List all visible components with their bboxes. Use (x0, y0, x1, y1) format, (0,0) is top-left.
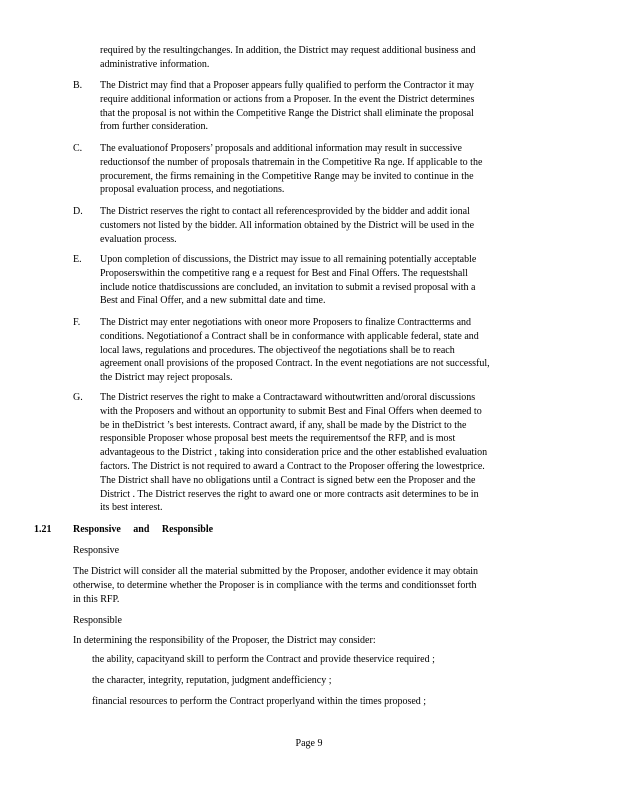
item-g-line: The District shall have no obligations until a Contract is signed betw een the Proposer and the (100, 474, 476, 486)
item-f-line: local laws, regulations and procedures. The objectiveof the negotiations shall be to reach (100, 344, 455, 356)
item-c-line: proposal evaluation process, and negotiations. (100, 184, 285, 196)
item-g-line: with the Proposers and without an opportunity to submit Best and Final Offers when deemed to (100, 405, 482, 417)
item-e-paragraph (100, 253, 562, 308)
item-g-line: advantageous to the District , taking into consideration price and the other established evaluation (100, 447, 488, 459)
item-b-line: The District may find that a Proposer appears fully qualified to perform the Contractor it may (100, 80, 475, 91)
item-e-line: Upon completion of discussions, the District may issue to all remaining potentially acceptable (100, 254, 477, 265)
responsive-heading: Responsive (73, 545, 120, 556)
item-f-line: agreement onall provisions of the proposed Contract. In the event negotiations are not successful, (100, 358, 490, 370)
item-e-line: include notice thatdiscussions are concluded, an invitation to submit a revised proposal with a (100, 281, 476, 293)
bullet-item: the character, integrity, reputation, judgment andefficiency ; (92, 675, 332, 686)
item-d-line: evaluation process. (100, 233, 177, 245)
item-c-line: procurement, the firms remaining in the Competitive Range may be invited to continue in the (100, 170, 474, 182)
responsive-line: in this RFP. (73, 593, 120, 605)
item-label-d: D. (73, 206, 83, 217)
continuation-paragraph (100, 44, 562, 72)
item-f-line: the District may reject proposals. (100, 372, 233, 384)
item-b-paragraph (100, 79, 562, 134)
item-d-line: customers not listed by the bidder. All information obtained by the District will be used in the (100, 219, 475, 231)
item-d-line: The District reserves the right to contact all referencesprovided by the bidder and addit ional (100, 206, 470, 217)
item-g-line: its best interest. (100, 502, 163, 514)
item-b-line: from further consideration. (100, 121, 209, 133)
item-g-paragraph (100, 391, 574, 515)
responsible-heading: Responsible (73, 615, 122, 626)
item-label-e: E. (73, 254, 82, 265)
item-label-b: B. (73, 80, 83, 91)
item-g-line: District . The District reserves the right to award one or more contracts asit determines to be in (100, 488, 479, 500)
item-g-line: factors. The District is not required to award a Contract to the Proposer offering the lowestprice. (100, 460, 485, 472)
item-f-line: The District may enter negotiations with oneor more Proposers to finalize Contractterms and (100, 317, 472, 328)
item-c-line: reductionsof the number of proposals thatremain in the Competitive Ra nge. If applicable to the (100, 156, 483, 168)
item-g-line: be in theDistrict ’s best interests. Contract award, if any, shall be made by the District to the (100, 419, 467, 431)
responsive-line: The District will consider all the material submitted by the Proposer, andother evidence it may obtain (73, 566, 479, 577)
page-number: Page 9 (295, 738, 323, 749)
item-f-paragraph (100, 316, 574, 385)
continuation-line: administrative information. (100, 58, 210, 70)
item-label-f: F. (73, 317, 81, 328)
item-e-line: Best and Final Offer, and a new submittal date and time. (100, 295, 326, 307)
item-c-line: The evaluationof Proposers’ proposals and additional information may result in successive (100, 143, 462, 154)
item-g-line: The District reserves the right to make a Contractaward withoutwritten and/ororal discussions (100, 392, 476, 403)
responsive-paragraph (73, 565, 573, 606)
continuation-line: required by the resultingchanges. In addition, the District may request additional business and (100, 45, 476, 56)
section-number: 1.21 (34, 524, 52, 535)
bullet-item: the ability, capacityand skill to perform the Contract and provide theservice required ; (92, 654, 435, 665)
section-title: Responsive and Responsible (73, 524, 214, 535)
item-f-line: conditions. Negotiationof a Contract shall be in conformance with applicable federal, state and (100, 330, 479, 342)
item-b-line: that the proposal is not within the Competitive Range the District shall eliminate the proposal (100, 107, 474, 119)
item-d-paragraph (100, 205, 562, 246)
item-g-line: responsible Proposer whose proposal best meets the requirementsof the RFP, and is most (100, 433, 456, 445)
item-e-line: Proposerswithin the competitive rang e a request for Best and Final Offers. The requestshall (100, 267, 468, 279)
item-label-g: G. (73, 392, 83, 403)
item-c-paragraph (100, 142, 574, 197)
item-label-c: C. (73, 143, 83, 154)
bullet-item: financial resources to perform the Contract properlyand within the times proposed ; (92, 696, 427, 707)
responsible-intro: In determining the responsibility of the Proposer, the District may consider: (73, 635, 376, 646)
item-b-line: require additional information or actions from a Proposer. In the event the District determines (100, 93, 475, 105)
responsive-line: otherwise, to determine whether the Proposer is in compliance with the terms and conditionsset forth (73, 579, 477, 591)
